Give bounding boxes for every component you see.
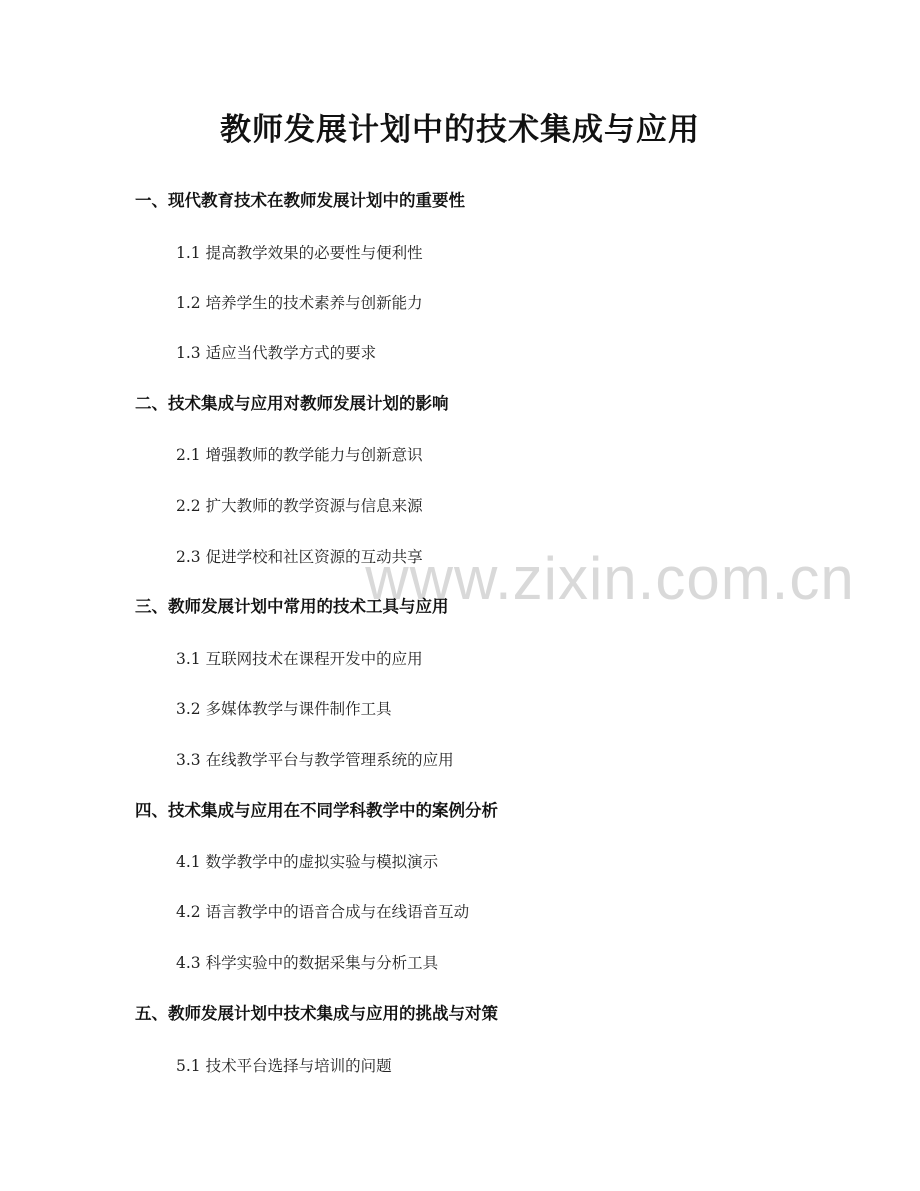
subsection-1-1: 1.1 提高教学效果的必要性与便利性	[176, 244, 423, 262]
subsection-1-2: 1.2 培养学生的技术素养与创新能力	[176, 294, 423, 312]
section-heading-1: 一、现代教育技术在教师发展计划中的重要性	[135, 191, 465, 210]
subsection-2-3: 2.3 促进学校和社区资源的互动共享	[176, 548, 423, 566]
subsection-2-1: 2.1 增强教师的教学能力与创新意识	[176, 446, 423, 464]
section-heading-2: 二、技术集成与应用对教师发展计划的影响	[135, 394, 449, 413]
subsection-1-3: 1.3 适应当代教学方式的要求	[176, 344, 377, 362]
subsection-4-2: 4.2 语言教学中的语音合成与在线语音互动	[176, 903, 470, 921]
watermark: www.zixin.com.cn	[365, 545, 855, 612]
subsection-3-1: 3.1 互联网技术在课程开发中的应用	[176, 650, 423, 668]
subsection-4-3: 4.3 科学实验中的数据采集与分析工具	[176, 954, 439, 972]
subsection-5-1: 5.1 技术平台选择与培训的问题	[176, 1057, 392, 1075]
subsection-3-3: 3.3 在线教学平台与教学管理系统的应用	[176, 751, 454, 769]
section-heading-4: 四、技术集成与应用在不同学科教学中的案例分析	[135, 801, 498, 820]
section-heading-5: 五、教师发展计划中技术集成与应用的挑战与对策	[135, 1004, 498, 1023]
section-heading-3: 三、教师发展计划中常用的技术工具与应用	[135, 597, 449, 616]
document-title: 教师发展计划中的技术集成与应用	[220, 112, 700, 148]
subsection-4-1: 4.1 数学教学中的虚拟实验与模拟演示	[176, 853, 439, 871]
subsection-3-2: 3.2 多媒体教学与课件制作工具	[176, 700, 392, 718]
subsection-2-2: 2.2 扩大教师的教学资源与信息来源	[176, 497, 423, 515]
